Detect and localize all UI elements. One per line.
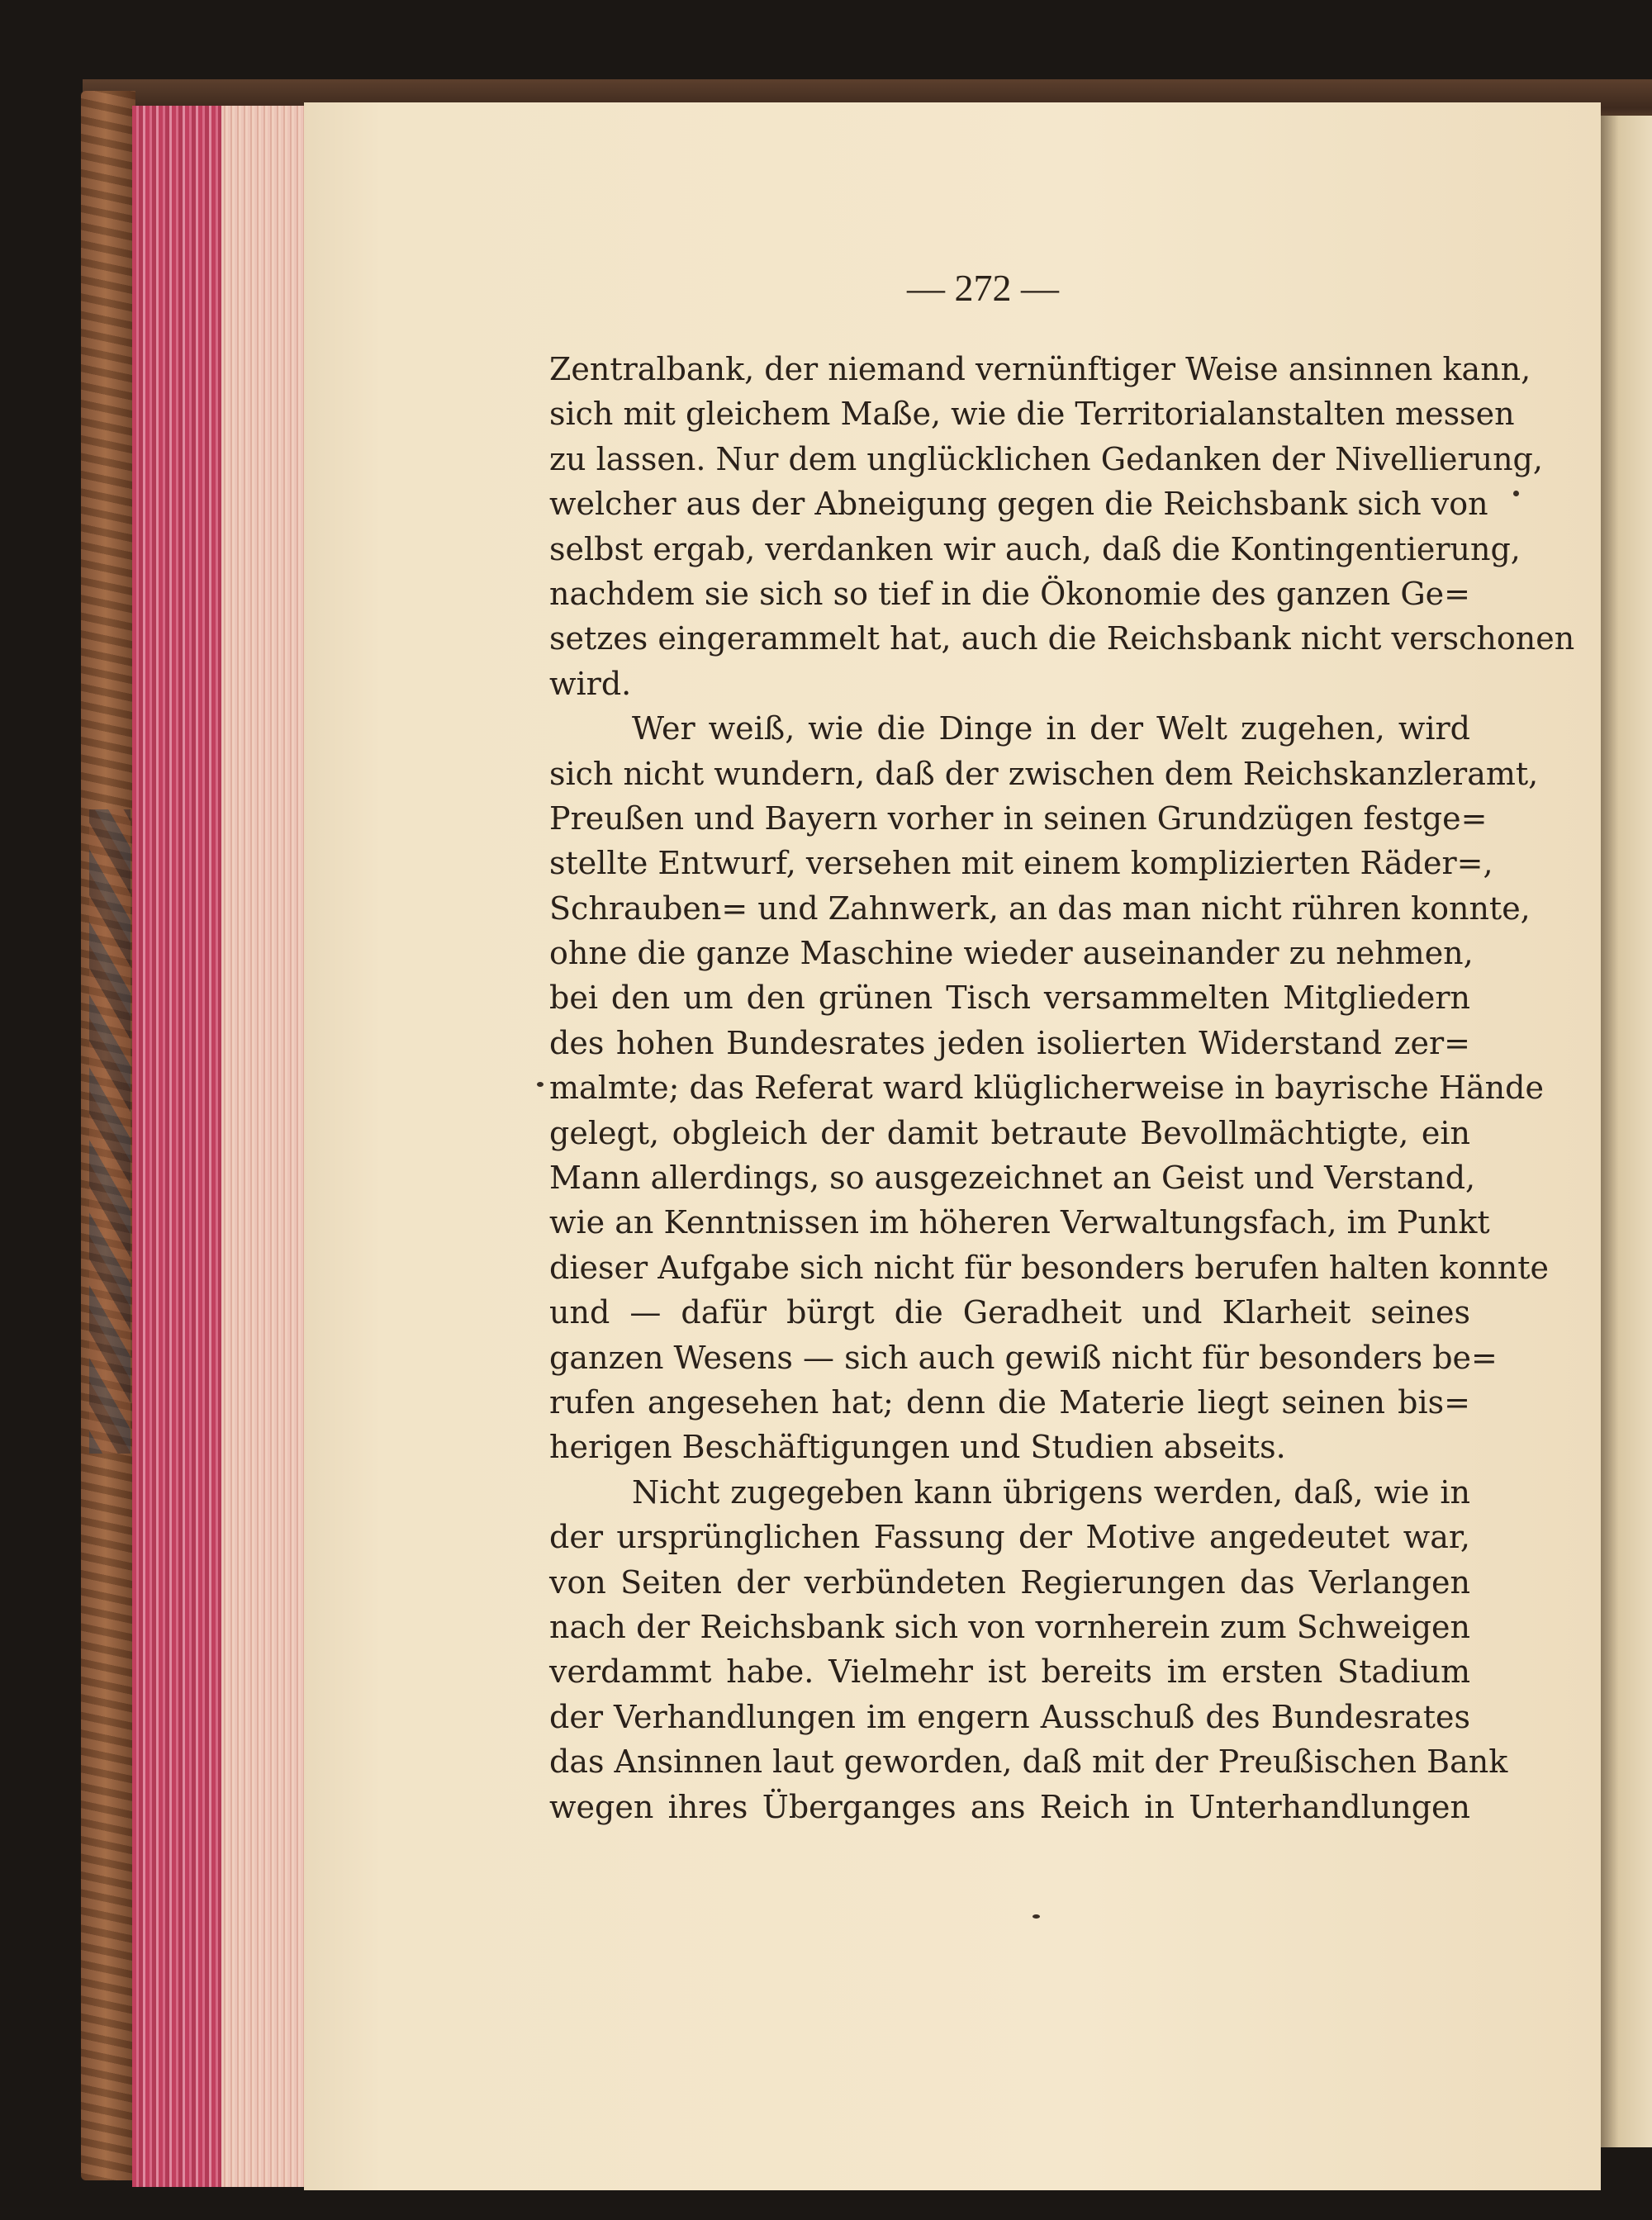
text-line: wie an Kenntnissen im höheren Verwaltungsfach, im Punkt bbox=[549, 1204, 1490, 1241]
text-line: des hohen Bundesrates jeden isolierten Widerstand zer= bbox=[549, 1024, 1470, 1061]
text-line: verdammt habe. Vielmehr ist bereits im ersten Stadium bbox=[549, 1653, 1470, 1691]
text-line: setzes eingerammelt hat, auch die Reichsbank nicht verschonen bbox=[549, 620, 1575, 657]
text-line: ohne die ganze Maschine wieder auseinander zu nehmen, bbox=[549, 935, 1474, 972]
book-page-edges bbox=[132, 106, 304, 2187]
text-line: ganzen Wesens — sich auch gewiß nicht für besonders be= bbox=[549, 1339, 1498, 1376]
text-line: Wer weiß, wie die Dinge in der Welt zugehen, wird bbox=[632, 710, 1470, 747]
text-line: gelegt, obgleich der damit betraute Bevollmächtigte, ein bbox=[549, 1114, 1470, 1151]
body-text bbox=[549, 347, 1575, 1829]
paper-speck bbox=[1032, 1914, 1040, 1919]
text-line: welcher aus der Abneigung gegen die Reichsbank sich von bbox=[549, 486, 1488, 523]
text-line: der Verhandlungen im engern Ausschuß des Bundesrates bbox=[549, 1698, 1470, 1735]
text-line: nachdem sie sich so tief in die Ökonomie des ganzen Ge= bbox=[549, 575, 1470, 612]
text-line: sich nicht wundern, daß der zwischen dem Reichskanzleramt, bbox=[549, 755, 1539, 792]
text-line: der ursprünglichen Fassung der Motive angedeutet war, bbox=[549, 1519, 1470, 1556]
text-line: bei den um den grünen Tisch versammelten Mitgliedern bbox=[549, 980, 1470, 1017]
text-line: Zentralbank, der niemand vernünftiger Weise ansinnen kann, bbox=[549, 351, 1531, 387]
text-line: stellte Entwurf, versehen mit einem komplizierten Räder=, bbox=[549, 845, 1493, 882]
text-line: nach der Reichsbank sich von vornherein zum Schweigen bbox=[549, 1608, 1470, 1645]
facing-page-edge bbox=[1601, 116, 1652, 2147]
text-line: selbst ergab, verdanken wir auch, daß die Kontingentierung, bbox=[549, 530, 1521, 567]
text-line: malmte; das Referat ward klüglicherweise in bayrische Hände bbox=[549, 1070, 1544, 1107]
text-line: wird. bbox=[549, 665, 632, 702]
text-line: von Seiten der verbündeten Regierungen das Verlangen bbox=[549, 1563, 1470, 1601]
text-line: Nicht zugegeben kann übrigens werden, daß, wie in bbox=[632, 1473, 1470, 1511]
text-line: rufen angesehen hat; denn die Materie liegt seinen bis= bbox=[549, 1383, 1470, 1421]
text-line: dieser Aufgabe sich nicht für besonders berufen halten konnte bbox=[549, 1249, 1550, 1286]
paper-speck bbox=[1513, 491, 1519, 496]
text-line: wegen ihres Überganges ans Reich in Unterhandlungen bbox=[549, 1788, 1470, 1825]
text-line: zu lassen. Nur dem unglücklichen Gedanken der Nivellierung, bbox=[549, 440, 1543, 477]
marbled-endpaper bbox=[89, 809, 131, 1454]
text-line: herigen Beschäftigungen und Studien abseits. bbox=[549, 1429, 1286, 1466]
page-number: — 272 — bbox=[907, 267, 1059, 309]
paper-speck bbox=[537, 1082, 544, 1087]
text-line: das Ansinnen laut geworden, daß mit der Preußischen Bank bbox=[549, 1743, 1508, 1781]
text-line: Preußen und Bayern vorher in seinen Grundzügen festge= bbox=[549, 799, 1488, 837]
text-line: und — dafür bürgt die Geradheit und Klarheit seines bbox=[549, 1294, 1470, 1331]
text-line: sich mit gleichem Maße, wie die Territorialanstalten messen bbox=[549, 396, 1515, 433]
text-line: Schrauben= und Zahnwerk, an das man nicht rühren konnte, bbox=[549, 889, 1531, 927]
text-line: Mann allerdings, so ausgezeichnet an Geist und Verstand, bbox=[549, 1160, 1476, 1197]
